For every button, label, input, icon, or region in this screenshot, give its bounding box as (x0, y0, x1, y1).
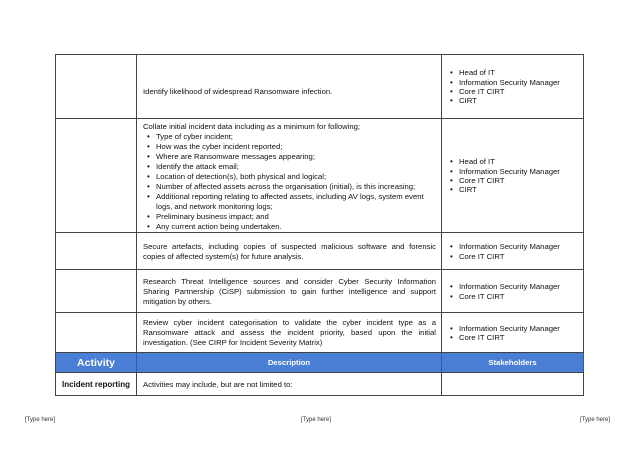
description-bullets (143, 132, 436, 232)
stakeholder-list (446, 282, 579, 301)
activity-cell (56, 313, 137, 352)
stakeholders-cell (442, 233, 584, 269)
description-cell (137, 270, 442, 312)
table-row (56, 313, 584, 353)
activity-header: Activity (56, 353, 137, 372)
description-header: Description (137, 353, 442, 372)
table-row (56, 119, 584, 233)
activity-cell (56, 233, 137, 269)
stakeholders-header: Stakeholders (442, 353, 584, 372)
description-text: Research Threat Intelligence sources and consider Cyber Security Information Sharing Partnership (CiSP) submission to gain further intelligence and support mitigation by others. (143, 276, 436, 306)
description-bullet: • Location of detection(s), both physical and logical; (143, 172, 436, 182)
description-cell (137, 233, 442, 269)
stakeholder-item: • Information Security Manager (446, 282, 579, 291)
footer-right: [Type here] (580, 417, 611, 423)
stakeholder-list (446, 68, 579, 106)
stakeholders-cell (442, 313, 584, 352)
stakeholder-item: • Core IT CIRT (446, 252, 579, 261)
stakeholder-item: • Head of IT (446, 157, 579, 166)
description-bullet: • Number of affected assets across the organisation (initial), is this increasing; (143, 182, 436, 192)
description-text: Collate initial incident data including as a minimum for following; (143, 122, 361, 131)
description-cell: Activities may include, but are not limited to: (137, 373, 442, 395)
description-bullet: • How was the cyber incident reported; (143, 142, 436, 152)
description-bullet: • Preliminary business impact; and (143, 212, 436, 222)
stakeholders-cell (442, 55, 584, 118)
activity-cell (56, 55, 137, 118)
activity-cell (56, 270, 137, 312)
description-text: Secure artefacts, including copies of suspected malicious software and forensic copies of affected system(s) for future analysis. (143, 241, 436, 261)
description-bullet: • Additional reporting relating to affected assets, including AV logs, system event logs, and network monitoring logs; (143, 192, 436, 212)
description-text: Identify likelihood of widespread Ransomware infection. (143, 87, 333, 96)
stakeholder-list (446, 324, 579, 343)
stakeholder-item: • Information Security Manager (446, 78, 579, 87)
table-row (56, 233, 584, 270)
stakeholder-item: • Information Security Manager (446, 324, 579, 333)
activity-table (55, 54, 584, 396)
page-footer (0, 417, 638, 427)
description-cell (137, 313, 442, 352)
stakeholders-cell (442, 373, 584, 395)
stakeholder-item: • CIRT (446, 185, 579, 194)
description-bullet: • Where are Ransomware messages appearing; (143, 152, 436, 162)
table-row (56, 55, 584, 119)
description-bullet: • Any current action being undertaken. (143, 222, 436, 232)
footer-center: [Type here] (301, 417, 332, 423)
stakeholders-cell (442, 270, 584, 312)
stakeholders-cell (442, 119, 584, 232)
stakeholder-item: • Information Security Manager (446, 167, 579, 176)
table-row (56, 373, 584, 396)
stakeholder-item: • Head of IT (446, 68, 579, 77)
description-text: Review cyber incident categorisation to validate the cyber incident type as a Ransomware attack and assess the incident priority, based upon the initial investigation. (See CIRP for Incident Severity Matrix) (143, 318, 436, 347)
activity-cell: Incident reporting (56, 373, 137, 395)
description-bullet: • Type of cyber incident; (143, 132, 436, 142)
stakeholder-item: • Core IT CIRT (446, 333, 579, 342)
stakeholder-list (446, 157, 579, 195)
description-bullet: • Identify the attack email; (143, 162, 436, 172)
stakeholder-list (446, 242, 579, 261)
table-row (56, 270, 584, 313)
stakeholder-item: • Core IT CIRT (446, 292, 579, 301)
description-cell (137, 119, 442, 232)
stakeholder-item: • Core IT CIRT (446, 87, 579, 96)
activity-cell (56, 119, 137, 232)
stakeholder-item: • Core IT CIRT (446, 176, 579, 185)
description-cell (137, 55, 442, 118)
table-header-row (56, 353, 584, 373)
footer-left: [Type here] (25, 417, 56, 423)
stakeholder-item: • Information Security Manager (446, 242, 579, 251)
stakeholder-item: • CIRT (446, 96, 579, 105)
